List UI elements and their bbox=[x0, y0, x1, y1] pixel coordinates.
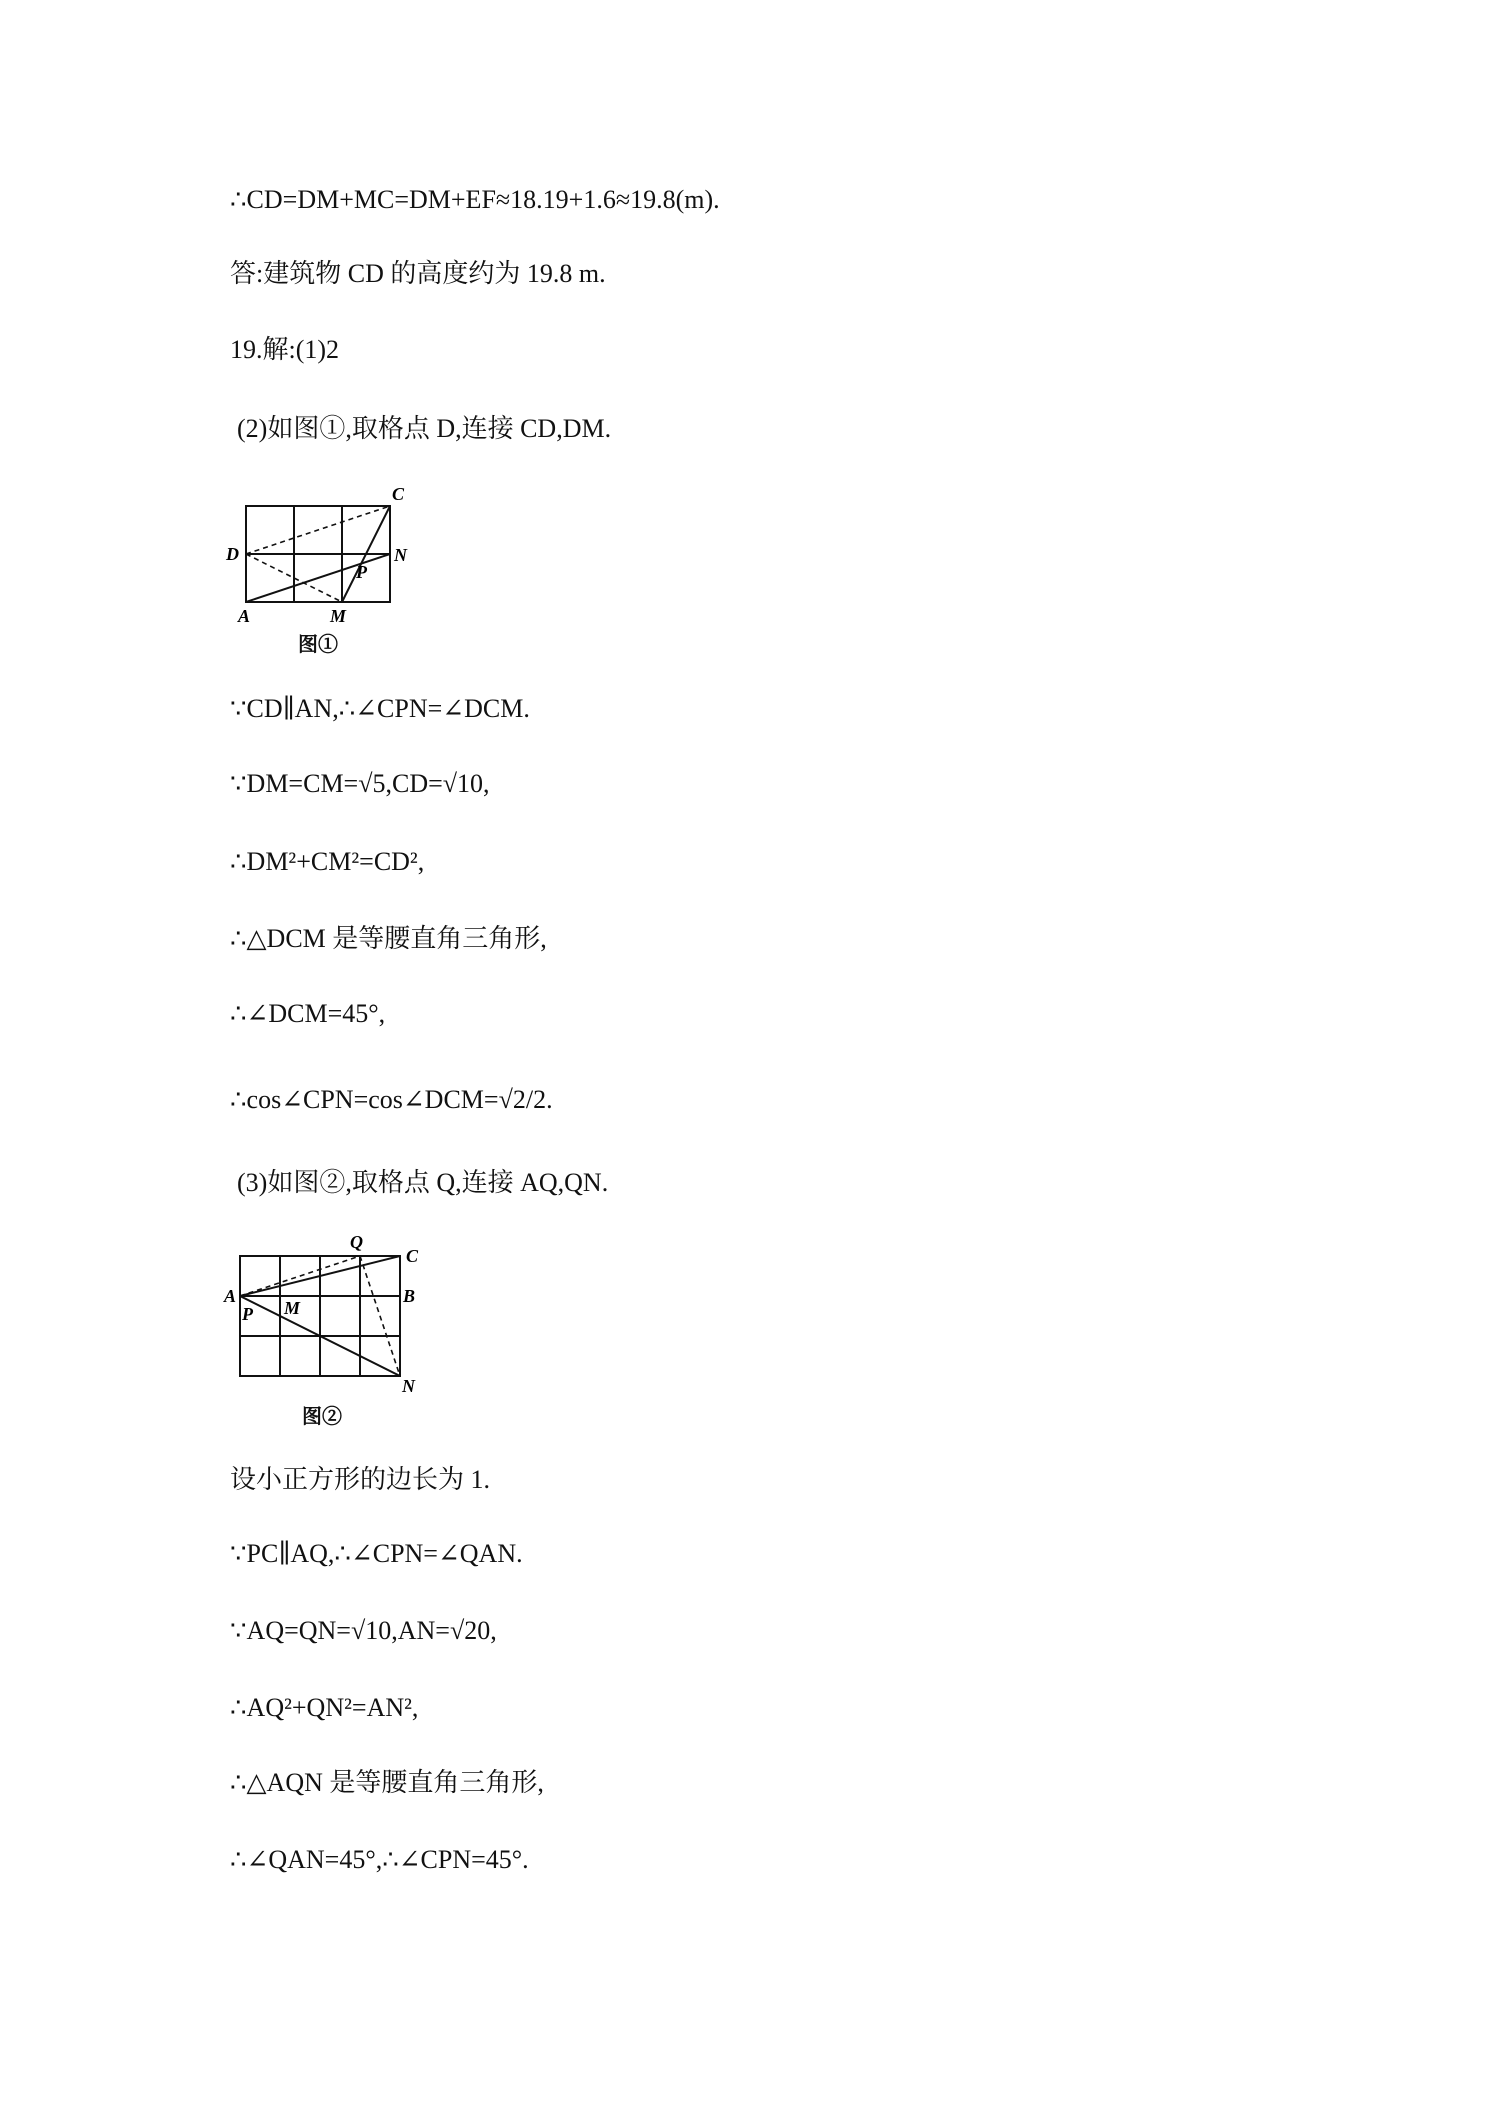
text-line-8: ∴△DCM 是等腰直角三角形, bbox=[230, 924, 547, 953]
label-A: A bbox=[224, 1286, 237, 1306]
label-M: M bbox=[330, 606, 347, 626]
label-A: A bbox=[238, 606, 251, 626]
text-line-10: ∴cos∠CPN=cos∠DCM=√2/2. bbox=[230, 1085, 553, 1114]
text-line-13: ∵PC∥AQ,∴∠CPN=∠QAN. bbox=[230, 1539, 523, 1568]
text-line-12: 设小正方形的边长为 1. bbox=[230, 1465, 491, 1494]
text-line-15: ∴AQ²+QN²=AN², bbox=[230, 1693, 419, 1722]
text-line-17: ∴∠QAN=45°,∴∠CPN=45°. bbox=[230, 1845, 529, 1874]
label-B: B bbox=[403, 1286, 416, 1306]
text-line-16: ∴△AQN 是等腰直角三角形, bbox=[230, 1768, 544, 1797]
figure-1-diagram bbox=[220, 478, 420, 628]
label-C: C bbox=[392, 484, 405, 504]
figure-2-caption: 图② bbox=[302, 1406, 342, 1428]
text-line-9: ∴∠DCM=45°, bbox=[230, 999, 386, 1028]
text-line-4: (2)如图①,取格点 D,连接 CD,DM. bbox=[237, 414, 612, 443]
label-P: P bbox=[356, 562, 367, 582]
figure-2 bbox=[220, 1232, 430, 1407]
text-line-1: ∴CD=DM+MC=DM+EF≈18.19+1.6≈19.8(m). bbox=[230, 185, 720, 214]
text-line-2: 答:建筑物 CD 的高度约为 19.8 m. bbox=[230, 259, 606, 288]
figure-1-caption: 图① bbox=[298, 634, 338, 656]
label-N: N bbox=[402, 1376, 415, 1396]
text-line-14: ∵AQ=QN=√10,AN=√20, bbox=[230, 1616, 497, 1645]
label-C: C bbox=[406, 1246, 419, 1266]
figure-2-diagram bbox=[220, 1232, 430, 1402]
label-D: D bbox=[226, 544, 239, 564]
label-Q: Q bbox=[350, 1232, 363, 1252]
text-line-5: ∵CD∥AN,∴∠CPN=∠DCM. bbox=[230, 694, 530, 723]
text-line-6: ∵DM=CM=√5,CD=√10, bbox=[230, 769, 490, 798]
label-N: N bbox=[394, 545, 407, 565]
text-line-3: 19.解:(1)2 bbox=[230, 335, 340, 364]
text-line-11: (3)如图②,取格点 Q,连接 AQ,QN. bbox=[237, 1168, 609, 1197]
figure-1 bbox=[220, 478, 420, 633]
label-P: P bbox=[242, 1304, 253, 1324]
label-M: M bbox=[284, 1298, 301, 1318]
text-line-7: ∴DM²+CM²=CD², bbox=[230, 847, 425, 876]
